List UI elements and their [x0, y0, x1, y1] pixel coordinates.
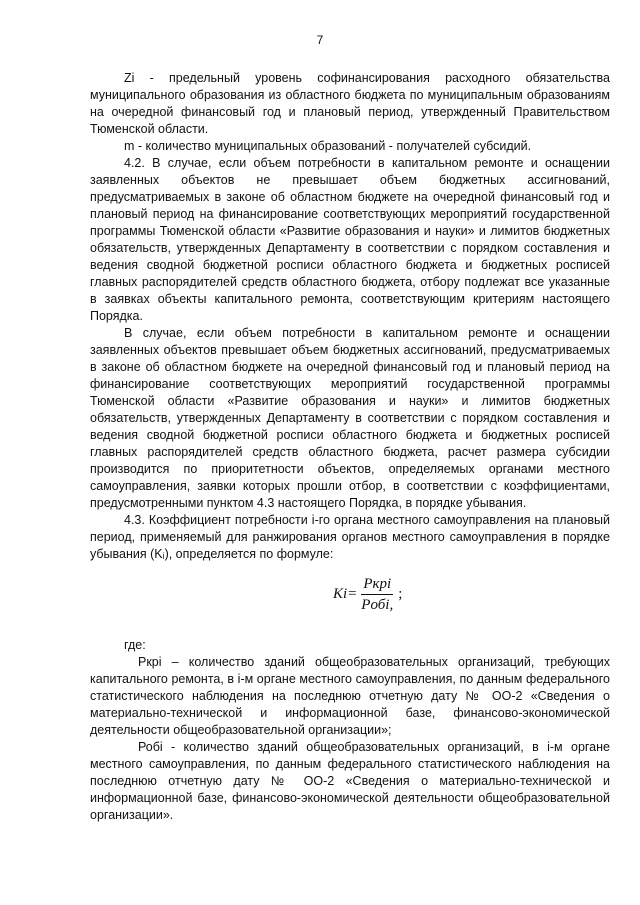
formula-fraction	[359, 575, 395, 614]
document-body	[90, 70, 610, 824]
paragraph-excess-case: В случае, если объем потребности в капитальном ремонте и оснащении заявленных объектов превышает объем бюджетных ассигнований, предусматриваемых в законе об областном бюджете на очередной финансовый год и плановый период на финансирование соответствующих мероприятий государственной программы Тюменской области «Развитие образования и науки» и лимитов бюджетных обязательств, утвержденных Департаменту в соответствии с порядком составления и ведения сводной бюджетной росписи областного бюджета и бюджетных росписей главных распорядителей средств областного бюджета, расчет размера субсидии производится по приоритетности объектов, определяемых органами местного самоуправления, заявки которых прошли отбор, в соответствии с коэффициентами, предусмотренными пунктом 4.3 настоящего Порядка, в порядке убывания.	[90, 326, 610, 510]
formula-ki	[333, 575, 402, 614]
paragraph-pob-definition: Робi - количество зданий общеобразовательных организаций, в i-м органе местного самоуправления, по данным федерального статистического наблюдения на последнюю отчетную дату № ОО-2 «Сведения о материально-технической и информационной базе, финансово-экономической деятельности общеобразовательной организации».	[90, 740, 610, 822]
formula-suffix: ;	[398, 586, 403, 602]
where-label: где:	[124, 638, 146, 652]
formula-denominator-wrap	[359, 595, 395, 614]
formula-denominator: Pобi	[361, 597, 390, 613]
paragraph-zi-definition: Zi - предельный уровень софинансирования расходного обязательства муниципального образования из областного бюджета по муниципальным образованиям на очередной финансовый год и плановый период, утвержденный Правительством Тюменской области.	[90, 71, 610, 136]
formula-numerator: Pкрi	[361, 575, 393, 595]
formula-block	[90, 569, 610, 627]
paragraph-pkr-definition: Ркрi – количество зданий общеобразовательных организаций, требующих капитального ремонта, в i-м органе местного самоуправления, по данным федерального статистического наблюдения на последнюю отчетную дату № ОО-2 «Сведения о материально-технической и информационной базе, финансово-экономической деятельности общеобразовательной организации»;	[90, 655, 610, 737]
paragraph-4-2: 4.2. В случае, если объем потребности в капитальном ремонте и оснащении заявленных объектов не превышает объем бюджетных ассигнований, предусматриваемых в законе об областном бюджете на очередной финансовый год и плановый период на финансирование соответствующих мероприятий государственной программы Тюменской области «Развитие образования и науки» и лимитов бюджетных обязательств, утвержденных Департаменту в соответствии с порядком составления и ведения сводной бюджетной росписи областного бюджета и бюджетных росписей главных распорядителей средств областного бюджета, отбору подлежат все указанные в заявках объекты капитального ремонта, соответствующим критериям настоящего Порядка.	[90, 156, 610, 323]
page-number: 7	[316, 33, 324, 47]
paragraph-4-3: 4.3. Коэффициент потребности i-го органа местного самоуправления на плановый период, применяемый для ранжирования органов местного самоуправления в порядке убывания (Kᵢ), определяется по формуле:	[90, 513, 610, 561]
paragraph-m-definition: m - количество муниципальных образований - получателей субсидий.	[124, 139, 532, 153]
formula-lhs: Ki=	[333, 586, 358, 602]
formula-denominator-comma: ,	[389, 597, 394, 613]
